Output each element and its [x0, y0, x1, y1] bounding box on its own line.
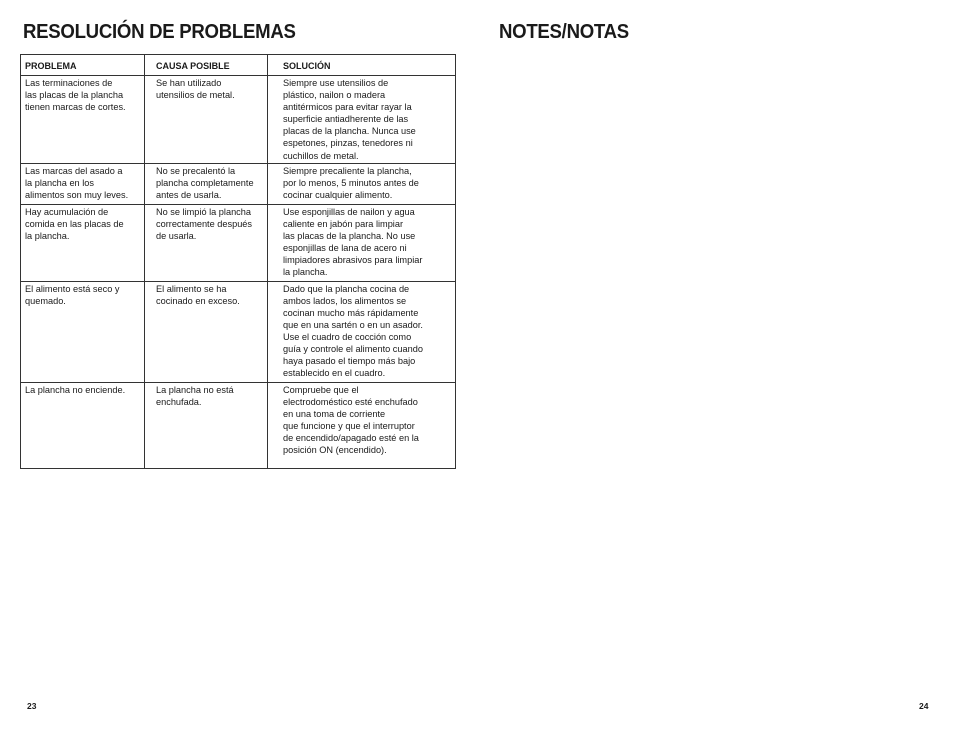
cause-cell: No se limpió la plancha correctamente después de usarla.	[145, 204, 268, 281]
column-header-cause: CAUSA POSIBLE	[145, 55, 268, 76]
problem-cell: El alimento está seco y quemado.	[21, 281, 145, 382]
problem-cell: La plancha no enciende.	[21, 382, 145, 468]
page-number: 24	[919, 701, 929, 711]
cause-cell: La plancha no está enchufada.	[145, 382, 268, 468]
table-header-row	[21, 55, 456, 76]
table-row	[21, 382, 456, 468]
table-row	[21, 281, 456, 382]
page-number: 23	[27, 701, 37, 711]
page-title: RESOLUCIÓN DE PROBLEMAS	[23, 21, 296, 43]
right-page	[477, 0, 954, 738]
cause-cell: El alimento se ha cocinado en exceso.	[145, 281, 268, 382]
cause-cell: No se precalentó la plancha completamente antes de usarla.	[145, 163, 268, 204]
solution-cell: Compruebe que el electrodoméstico esté enchufado en una toma de corriente que funcione y que el interruptor de encendido/apagado esté en la posición ON (encendido).	[268, 382, 456, 468]
solution-cell: Use esponjillas de nailon y agua caliente en jabón para limpiar las placas de la plancha. No use esponjillas de lana de acero ni limpiadores abrasivos para limpiar la plancha.	[268, 204, 456, 281]
problem-cell: Las terminaciones de las placas de la plancha tienen marcas de cortes.	[21, 76, 145, 164]
problem-cell: Las marcas del asado a la plancha en los alimentos son muy leves.	[21, 163, 145, 204]
solution-cell: Siempre precaliente la plancha, por lo menos, 5 minutos antes de cocinar cualquier alimento.	[268, 163, 456, 204]
notes-title: NOTES/NOTAS	[499, 21, 629, 43]
column-header-solution: SOLUCIÓN	[268, 55, 456, 76]
solution-cell: Siempre use utensilios de plástico, nailon o madera antitérmicos para evitar rayar la superficie antiadherente de las placas de la plancha. Nunca use espetones, pinzas, tenedores ni cuchillos de metal.	[268, 76, 456, 164]
table-row	[21, 163, 456, 204]
table-row	[21, 76, 456, 164]
problem-cell: Hay acumulación de comida en las placas de la plancha.	[21, 204, 145, 281]
column-header-problem: PROBLEMA	[21, 55, 145, 76]
troubleshooting-table	[20, 54, 456, 469]
solution-cell: Dado que la plancha cocina de ambos lados, los alimentos se cocinan mucho más rápidamente que en una sartén o en un asador. Use el cuadro de cocción como guía y controle el alimento cuando haya pasado el tiempo más bajo establecido en el cuadro.	[268, 281, 456, 382]
table-row	[21, 204, 456, 281]
cause-cell: Se han utilizado utensilios de metal.	[145, 76, 268, 164]
